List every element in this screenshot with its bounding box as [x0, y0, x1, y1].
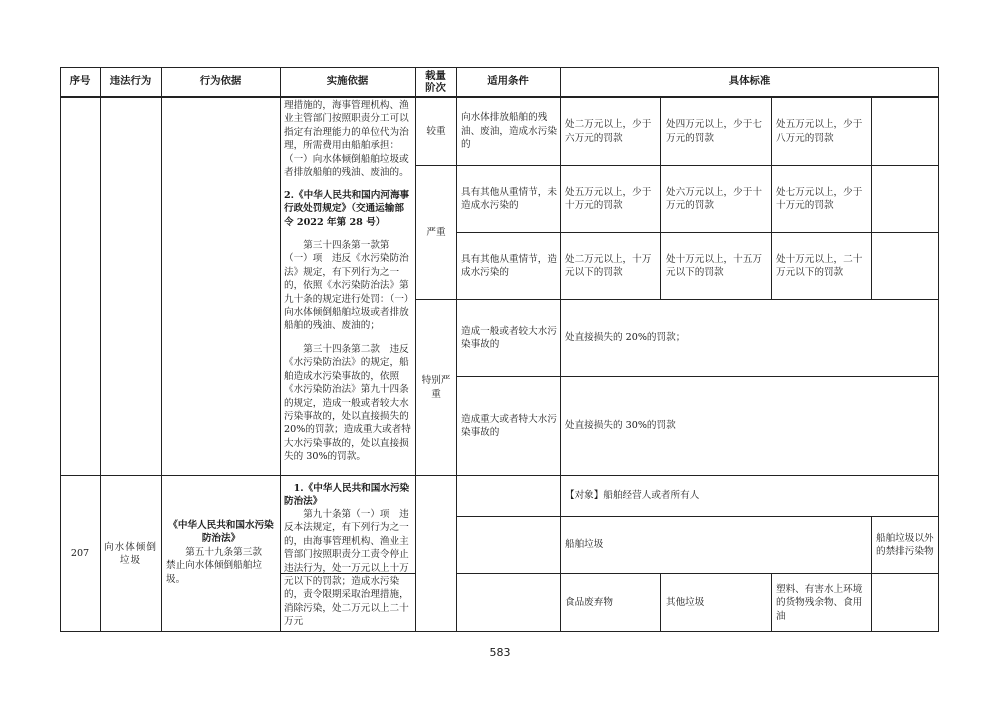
standard-severe-1c: 处七万元以上，少于十万元的罚款 [776, 186, 863, 211]
standard-especial-2: 处直接损失的 30%的罚款 [565, 420, 676, 432]
row-207-seq: 207 [70, 548, 90, 560]
standard-heavier-2: 处四万元以上，少于七万元的罚款 [666, 119, 762, 144]
impl-text-1: 理措施的，海事管理机构、渔业主管部门按照职责分工可以指定有治理能力的单位代为治理，所需费用由船舶承担：（一）向水体倾倒船舶垃圾或者排放船舶的残油、废油的。 [284, 100, 409, 179]
header-violation: 违法行为 [109, 75, 152, 88]
standard-heavier-1: 处二万元以上，少于六万元的罚款 [565, 119, 652, 144]
cond-heavier: 向水体排放船舶的残油、废油，造成水污染的 [461, 112, 557, 151]
page-number: 583 [489, 646, 511, 659]
row-207-other-garbage: 其他垃圾 [666, 597, 705, 609]
row-207-basis-title: 《中华人民共和国水污染防治法》 [168, 520, 274, 545]
level-especial: 特别严重 [421, 375, 451, 400]
level-severe: 严重 [426, 226, 446, 238]
header-standard: 具体标准 [728, 75, 771, 88]
standard-severe-1b: 处六万元以上，少于十万元的罚款 [666, 186, 762, 211]
header-condition: 适用条件 [487, 75, 529, 88]
header-impl-basis: 实施依据 [326, 75, 369, 88]
header-seq: 序号 [69, 75, 91, 88]
impl-text-2b: 第三十四条第二款 违反《水污染防治法》的规定，船舶造成水污染事故的，依照《水污染防治法》第九十四条的规定，造成一般或者较大水污染事故的，处以直接损失的 20%的罚款；造成重大或者特大水污染事故的，处以直接损失的 30%的罚款。 [284, 344, 411, 463]
cond-severe-1: 具有其他从重情节，未造成水污染的 [461, 186, 557, 211]
standard-severe-1a: 处五万元以上，少于十万元的罚款 [565, 186, 652, 211]
header-basis: 行为依据 [199, 75, 242, 88]
row-207-violation: 向水体倾倒垃圾 [104, 541, 157, 566]
row-207-basis-text: 第五十九条第三款 禁止向水体倾倒船舶垃圾。 [166, 547, 272, 585]
standard-severe-2a: 处二万元以上，十万元以下的罚款 [565, 253, 652, 278]
cond-severe-2: 具有其他从重情节，造成水污染的 [461, 253, 557, 278]
standard-severe-2c: 处十万元以上，二十万元以下的罚款 [776, 253, 863, 278]
header-cargo-level: 载量 阶次 [425, 70, 446, 94]
row-207-impl-text: 第九十条第（一）项 违反本法规定，有下列行为之一的，由海事管理机构、渔业主管部门按照职责分工责令停止违法行为，处一万元以上十万元以下的罚款；造成水污染的，责令限期采取治理措施，消除污染，处二万元以上二十万元 [284, 509, 409, 628]
impl-title-2: 2.《中华人民共和国内河海事行政处罚规定》（交通运输部令 2022 年第 28 号） [284, 190, 410, 228]
row-207-food-waste: 食品废弃物 [565, 597, 613, 609]
row-207-impl-title: 1.《中华人民共和国水污染防治法》 [284, 483, 410, 508]
standard-severe-2b: 处十万元以上，十五万元以下的罚款 [666, 253, 762, 278]
row-207-object: 【对象】船舶经营人或者所有人 [565, 490, 700, 502]
standard-especial-1: 处直接损失的 20%的罚款； [565, 332, 686, 344]
impl-text-2a: 第三十四条第一款第（一）项 违反《水污染防治法》规定，有下列行为之一的，依照《水污染防治法》第九十条的规定进行处罚：（一）向水体倾倒船舶垃圾或者排放船舶的残油、废油的； [284, 240, 409, 332]
cond-especial-1: 造成一般或者较大水污染事故的 [461, 325, 557, 350]
standard-heavier-3: 处五万元以上，少于八万元的罚款 [776, 119, 863, 144]
cond-especial-2: 造成重大或者特大水污染事故的 [461, 413, 557, 438]
level-heavier: 较重 [426, 125, 446, 137]
row-207-ship-garbage: 船舶垃圾 [565, 539, 604, 551]
row-207-other-pollutants: 船舶垃圾以外的禁排污染物 [876, 532, 934, 557]
row-207-plastics: 塑料、有害水上环境的货物残余物、食用油 [776, 583, 863, 622]
